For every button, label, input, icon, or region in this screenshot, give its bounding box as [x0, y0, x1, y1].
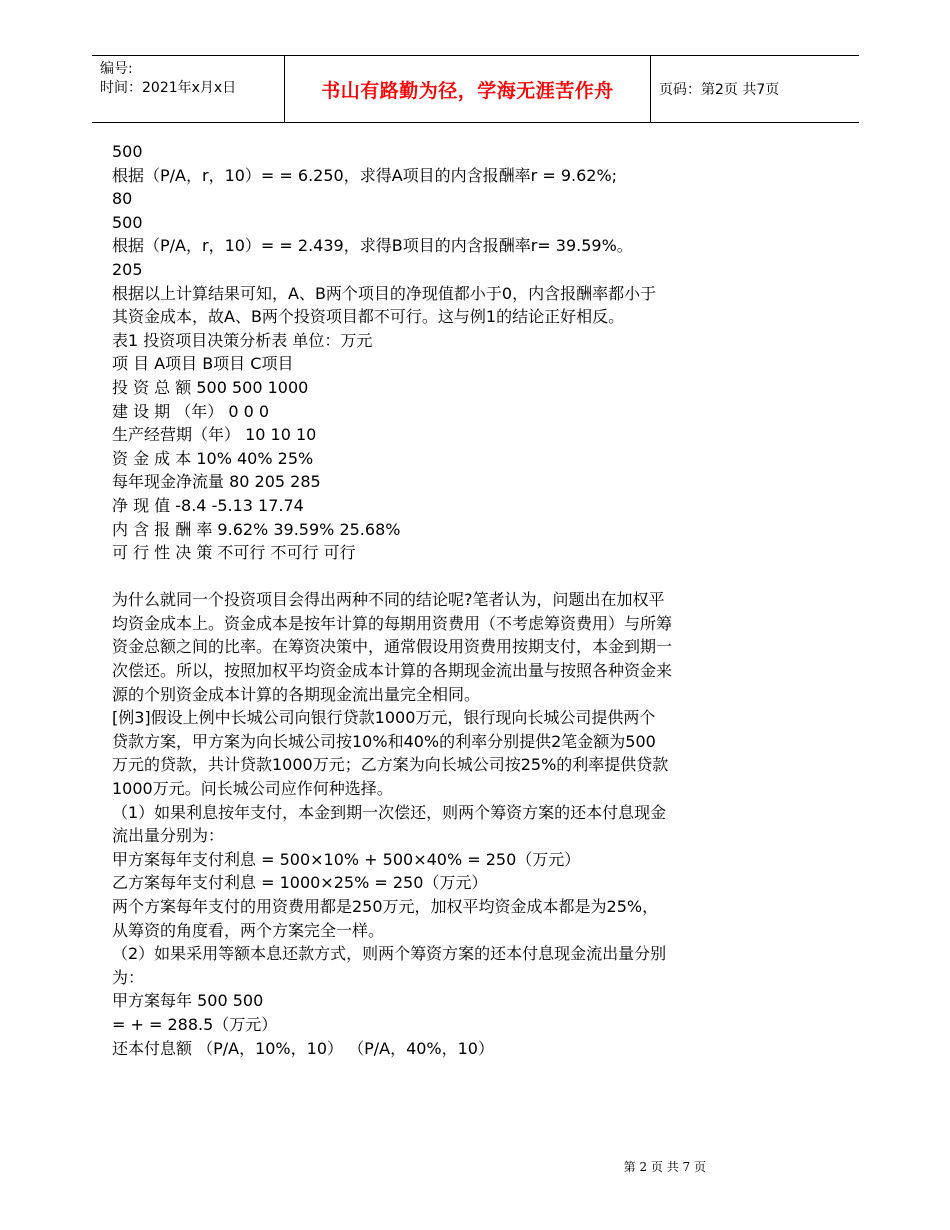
text-line: 乙方案每年支付利息 = 1000×25% = 250（万元） — [112, 873, 488, 893]
text-line: 流出量分别为： — [112, 826, 225, 846]
text-line: 其资金成本，故A、B两个投资项目都不可行。这与例1的结论正好相反。 — [112, 307, 625, 327]
text-line: 为： — [112, 967, 145, 987]
text-line: 生产经营期（年） 10 10 10 — [112, 425, 317, 445]
text-line: 从筹资的角度看，两个方案完全一样。 — [112, 920, 385, 940]
text-line: 根据以上计算结果可知，A、B两个项目的净现值都小于0，内含报酬率都小于 — [112, 283, 657, 303]
header-meta — [92, 56, 285, 122]
text-line — [112, 565, 772, 589]
footer-page-number: 第 2 页 共 7 页 — [623, 1160, 706, 1174]
page-header — [92, 55, 859, 123]
text-line: 每年现金净流量 80 205 285 — [112, 472, 321, 492]
text-line: 甲方案每年 500 500 — [112, 991, 264, 1011]
text-line: 甲方案每年支付利息 = 500×10% + 500×40% = 250（万元） — [112, 849, 581, 869]
text-line: 内 含 报 酬 率 9.62% 39.59% 25.68% — [112, 519, 401, 539]
text-line: 项 目 A项目 B项目 C项目 — [112, 354, 294, 374]
time-label: 时间：2021年x月x日 — [100, 80, 237, 96]
text-line: 资金总额之间的比率。在筹资决策中，通常假设用资费用按期支付，本金到期一 — [112, 637, 673, 657]
text-line: 80 — [112, 189, 133, 209]
text-line: 次偿还。所以，按照加权平均资金成本计算的各期现金流出量与按照各种资金来 — [112, 661, 673, 681]
text-line: （2）如果采用等额本息还款方式，则两个筹资方案的还本付息现金流出量分别 — [112, 944, 667, 964]
text-line: 贷款方案，甲方案为向长城公司按10%和40%的利率分别提供2笔金额为500 — [112, 731, 656, 751]
document-body — [112, 140, 772, 1060]
text-line: 净 现 值 -8.4 -5.13 17.74 — [112, 495, 304, 515]
text-line: 万元的贷款，共计贷款1000万元；乙方案为向长城公司按25%的利率提供贷款 — [112, 755, 669, 775]
text-line: 500 — [112, 142, 143, 161]
text-line: 建 设 期 （年） 0 0 0 — [112, 401, 270, 421]
text-line: 资 金 成 本 10% 40% 25% — [112, 448, 314, 468]
text-line: [例3]假设上例中长城公司向银行贷款1000万元，银行现向长城公司提供两个 — [112, 708, 656, 728]
text-line: 根据（P/A，r，10）= = 6.250，求得A项目的内含报酬率r = 9.62%; — [112, 165, 618, 185]
text-line: 表1 投资项目决策分析表 单位：万元 — [112, 330, 373, 350]
text-line: 均资金成本上。资金成本是按年计算的每期用资费用（不考虑筹资费用）与所筹 — [112, 613, 673, 633]
header-page-info: 页码：第2页 共7页 — [659, 82, 780, 98]
number-label: 编号: — [100, 61, 133, 77]
text-line: 还本付息额 （P/A，10%，10） （P/A，40%，10） — [112, 1038, 494, 1058]
text-line: 500 — [112, 212, 143, 232]
text-line: 205 — [112, 259, 143, 279]
text-line: 1000万元。问长城公司应作何种选择。 — [112, 779, 393, 799]
text-line: 为什么就同一个投资项目会得出两种不同的结论呢?笔者认为，问题出在加权平 — [112, 590, 665, 610]
text-line: 根据（P/A，r，10）= = 2.439，求得B项目的内含报酬率r= 39.59%。 — [112, 236, 633, 256]
text-line: 两个方案每年支付的用资费用都是250万元，加权平均资金成本都是为25%， — [112, 897, 659, 916]
text-line: 投 资 总 额 500 500 1000 — [112, 377, 309, 397]
text-line: （1）如果利息按年支付，本金到期一次偿还，则两个筹资方案的还本付息现金 — [112, 802, 667, 822]
header-motto: 书山有路勤为径，学海无涯苦作舟 — [285, 56, 651, 122]
text-line: 可 行 性 决 策 不可行 不可行 可行 — [112, 543, 356, 563]
text-line: 源的个别资金成本计算的各期现金流出量完全相同。 — [112, 684, 481, 704]
text-line: = + = 288.5（万元） — [112, 1014, 278, 1034]
